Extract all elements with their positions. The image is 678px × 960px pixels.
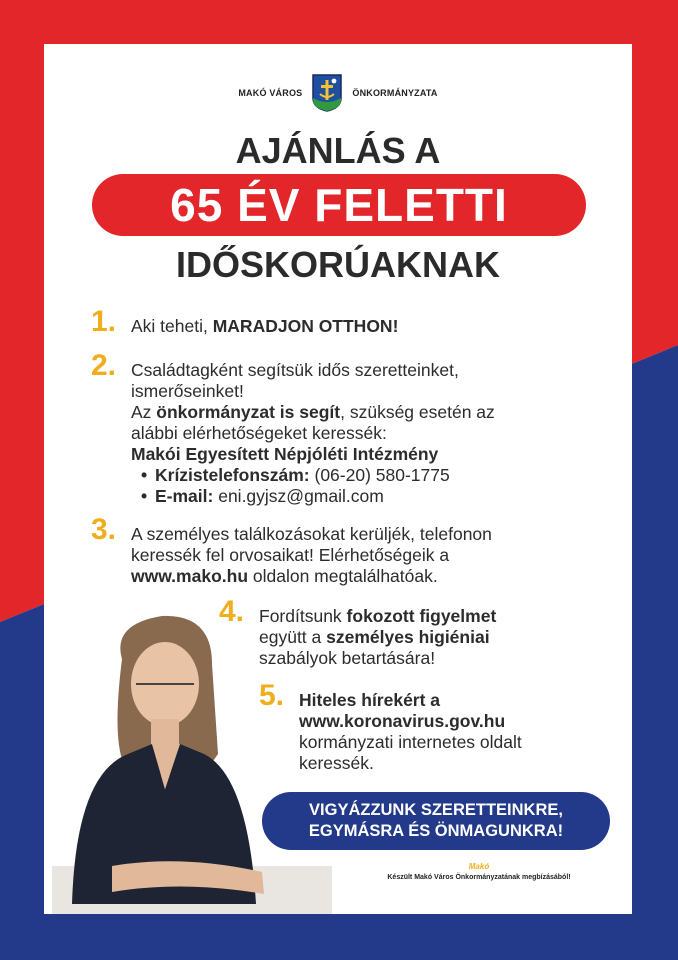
item-number: 4. bbox=[219, 595, 245, 628]
phone-number[interactable]: (06-20) 580-1775 bbox=[309, 465, 450, 485]
contact-list bbox=[131, 465, 601, 507]
phone-item: • Krízistelefonszám: (06-20) 580-1775 bbox=[155, 465, 601, 486]
recommendation-5 bbox=[259, 679, 599, 774]
email-address[interactable]: eni.gyjsz@gmail.com bbox=[213, 486, 384, 506]
recommendation-2 bbox=[91, 349, 601, 507]
item-line: kormányzati internetes oldalt bbox=[299, 732, 522, 752]
slogan-line-1: VIGYÁZZUNK SZERETTEINKRE, bbox=[309, 801, 563, 819]
title-line-3: IDŐSKORÚAKNAK bbox=[176, 244, 500, 285]
recommendation-1 bbox=[91, 305, 399, 338]
recommendation-4 bbox=[219, 595, 589, 669]
slogan-line-2: EGYMÁSRA ÉS ÖNMAGUNKRA! bbox=[308, 822, 564, 840]
item-number: 5. bbox=[259, 679, 285, 712]
title-line-1: AJÁNLÁS A bbox=[235, 130, 441, 171]
item-number: 1. bbox=[91, 305, 117, 338]
item-line: www.mako.hu oldalon megtalálhatóak. bbox=[131, 566, 438, 586]
item-line: szabályok betartására! bbox=[259, 648, 436, 668]
title-line-2: 65 ÉV FELETTI bbox=[92, 174, 586, 236]
item-line: A személyes találkozásokat kerüljék, telefonon bbox=[131, 524, 492, 544]
website-link[interactable]: www.mako.hu bbox=[131, 566, 249, 586]
item-text: Aki teheti, bbox=[131, 316, 213, 336]
item-line: Fordítsunk fokozott figyelmet bbox=[259, 606, 497, 626]
header-right-text: ÖNKORMÁNYZATA bbox=[352, 88, 438, 98]
gov-website-link[interactable]: www.koronavirus.gov.hu bbox=[299, 711, 506, 731]
item-line: keressék fel orvosaikat! Elérhetőségeik a bbox=[131, 545, 450, 565]
header bbox=[44, 74, 632, 112]
item-line: ismerőseinket! bbox=[131, 381, 244, 401]
institution-name: Makói Egyesített Népjóléti Intézmény bbox=[131, 444, 439, 464]
item-line: keressék. bbox=[299, 753, 374, 773]
mako-logo: Makó bbox=[468, 862, 490, 871]
header-left-text: MAKÓ VÁROS bbox=[238, 88, 303, 98]
recommendation-3 bbox=[91, 513, 611, 587]
item-number: 3. bbox=[91, 513, 117, 546]
item-line: alábbi elérhetőségeket keressék: bbox=[131, 423, 387, 443]
item-number: 2. bbox=[91, 349, 117, 382]
item-line: együtt a személyes higiéniai bbox=[259, 627, 490, 647]
email-item: • E-mail: eni.gyjsz@gmail.com bbox=[155, 486, 601, 507]
footer bbox=[334, 862, 624, 881]
item-emphasis: MARADJON OTTHON! bbox=[212, 316, 399, 336]
coat-of-arms-icon bbox=[312, 74, 342, 112]
item-line: Az önkormányzat is segít, szükség esetén az bbox=[131, 402, 495, 422]
poster-card bbox=[44, 44, 632, 914]
item-line: Hiteles hírekért a bbox=[299, 690, 441, 710]
commission-note: Készült Makó Város Önkormányzatának megbízásából! bbox=[387, 874, 571, 881]
item-line: Családtagként segítsük idős szeretteinket, bbox=[131, 360, 459, 380]
slogan-banner bbox=[262, 792, 610, 850]
